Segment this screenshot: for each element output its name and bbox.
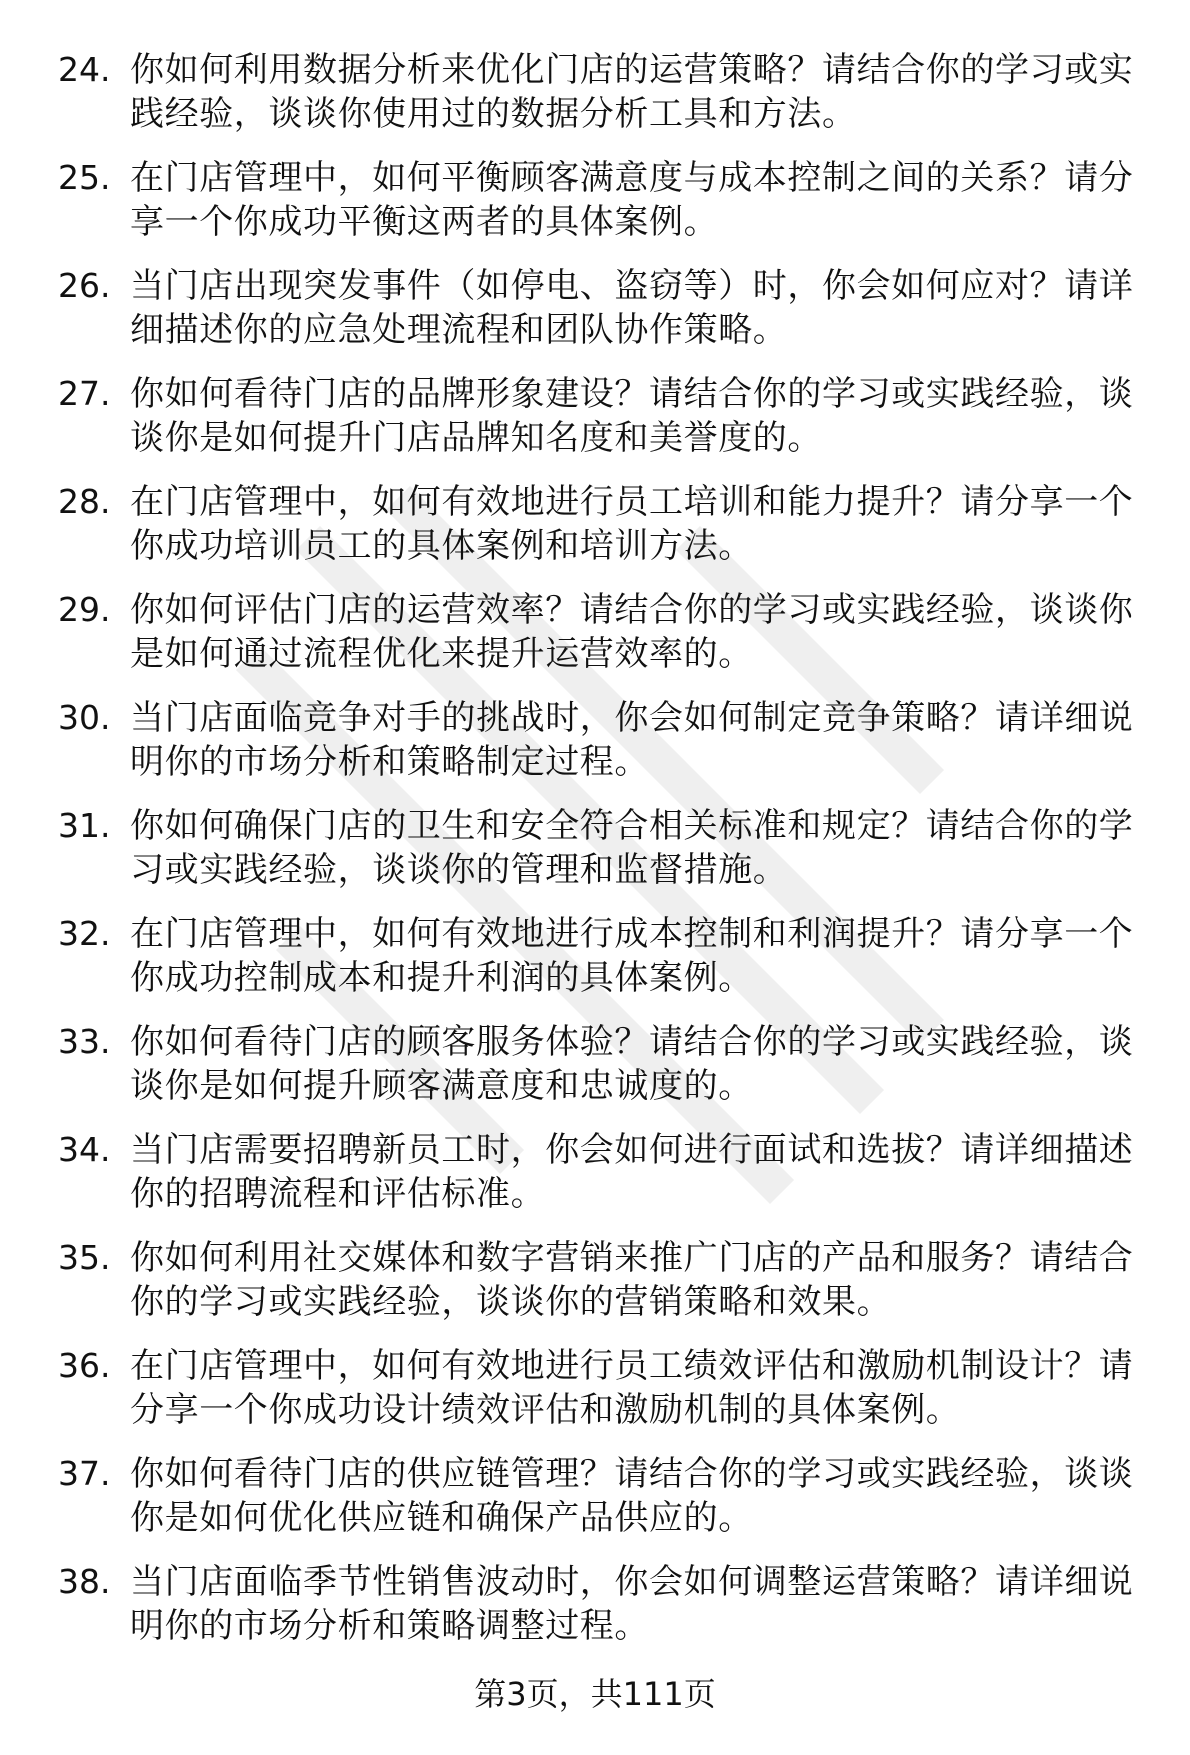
- question-text: 当门店面临竞争对手的挑战时，你会如何制定竞争策略？请详细说明你的市场分析和策略制定过程。: [130, 698, 1134, 782]
- page-number-footer: 第3页，共111页: [474, 1675, 716, 1713]
- question-text: 在门店管理中，如何有效地进行员工培训和能力提升？请分享一个你成功培训员工的具体案例和培训方法。: [130, 482, 1134, 566]
- question-item: [58, 48, 1148, 156]
- question-item: [58, 1560, 1148, 1668]
- question-item: [58, 264, 1148, 372]
- question-text: 在门店管理中，如何平衡顾客满意度与成本控制之间的关系？请分享一个你成功平衡这两者的具体案例。: [130, 158, 1134, 242]
- question-item: [58, 1020, 1148, 1128]
- question-number: 38.: [58, 1562, 111, 1601]
- question-text: 在门店管理中，如何有效地进行员工绩效评估和激励机制设计？请分享一个你成功设计绩效评估和激励机制的具体案例。: [130, 1346, 1134, 1430]
- question-number: 25.: [58, 158, 111, 197]
- question-number: 32.: [58, 914, 111, 953]
- question-item: [58, 1236, 1148, 1344]
- question-number: 28.: [58, 482, 111, 521]
- question-list: [58, 48, 1148, 1668]
- question-text: 当门店面临季节性销售波动时，你会如何调整运营策略？请详细说明你的市场分析和策略调整过程。: [130, 1562, 1134, 1646]
- question-number: 29.: [58, 590, 111, 629]
- question-text: 当门店需要招聘新员工时，你会如何进行面试和选拔？请详细描述你的招聘流程和评估标准。: [130, 1130, 1134, 1214]
- question-text: 你如何利用数据分析来优化门店的运营策略？请结合你的学习或实践经验，谈谈你使用过的数据分析工具和方法。: [130, 50, 1134, 134]
- question-item: [58, 156, 1148, 264]
- question-text: 你如何确保门店的卫生和安全符合相关标准和规定？请结合你的学习或实践经验，谈谈你的管理和监督措施。: [130, 806, 1134, 890]
- question-number: 37.: [58, 1454, 111, 1493]
- question-item: [58, 804, 1148, 912]
- question-item: [58, 588, 1148, 696]
- question-text: 你如何看待门店的品牌形象建设？请结合你的学习或实践经验，谈谈你是如何提升门店品牌知名度和美誉度的。: [130, 374, 1134, 458]
- question-number: 33.: [58, 1022, 111, 1061]
- question-number: 24.: [58, 50, 111, 89]
- question-item: [58, 912, 1148, 1020]
- question-number: 36.: [58, 1346, 111, 1385]
- question-number: 35.: [58, 1238, 111, 1277]
- question-item: [58, 1452, 1148, 1560]
- question-item: [58, 1128, 1148, 1236]
- question-text: 你如何看待门店的顾客服务体验？请结合你的学习或实践经验，谈谈你是如何提升顾客满意度和忠诚度的。: [130, 1022, 1134, 1106]
- question-number: 31.: [58, 806, 111, 845]
- question-number: 30.: [58, 698, 111, 737]
- question-text: 你如何看待门店的供应链管理？请结合你的学习或实践经验，谈谈你是如何优化供应链和确保产品供应的。: [130, 1454, 1134, 1538]
- question-text: 你如何利用社交媒体和数字营销来推广门店的产品和服务？请结合你的学习或实践经验，谈谈你的营销策略和效果。: [130, 1238, 1134, 1322]
- question-item: [58, 480, 1148, 588]
- question-text: 你如何评估门店的运营效率？请结合你的学习或实践经验，谈谈你是如何通过流程优化来提升运营效率的。: [130, 590, 1134, 674]
- question-number: 26.: [58, 266, 111, 305]
- question-item: [58, 1344, 1148, 1452]
- question-text: 在门店管理中，如何有效地进行成本控制和利润提升？请分享一个你成功控制成本和提升利润的具体案例。: [130, 914, 1134, 998]
- question-number: 27.: [58, 374, 111, 413]
- question-text: 当门店出现突发事件（如停电、盗窃等）时，你会如何应对？请详细描述你的应急处理流程和团队协作策略。: [130, 266, 1134, 350]
- question-number: 34.: [58, 1130, 111, 1169]
- question-item: [58, 372, 1148, 480]
- question-item: [58, 696, 1148, 804]
